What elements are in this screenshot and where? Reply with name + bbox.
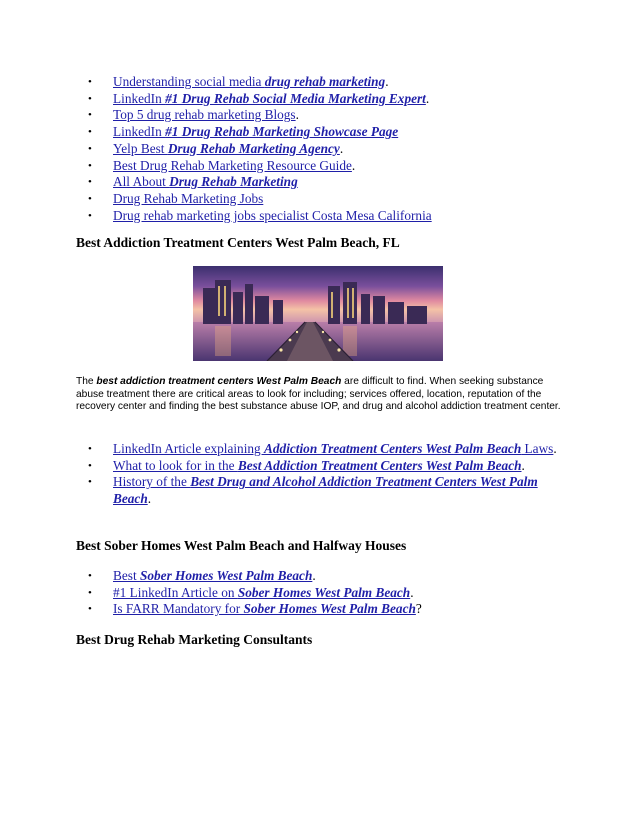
list-item	[88, 585, 578, 602]
list-item	[88, 601, 578, 618]
list-item	[88, 91, 578, 108]
list-item	[88, 124, 578, 141]
list-item	[88, 568, 578, 585]
west-palm-beach-skyline-photo	[193, 266, 443, 361]
punctuation: .	[425, 90, 430, 106]
list-item	[88, 474, 558, 507]
link[interactable]	[113, 191, 263, 206]
link-emphasis: drug rehab marketing	[264, 74, 386, 89]
link[interactable]	[113, 91, 426, 106]
heading-addiction-treatment-centers: Best Addiction Treatment Centers West Palm Beach, FL	[76, 235, 400, 250]
link-text: What to look for in the	[113, 457, 238, 473]
link-emphasis: Sober Homes West Palm Beach	[139, 568, 313, 583]
link-text: Best	[113, 568, 140, 583]
sober-homes-links-list	[88, 568, 578, 618]
bullet-icon: •	[88, 586, 92, 599]
paragraph-intro: The	[76, 376, 97, 387]
link[interactable]	[113, 124, 398, 139]
link[interactable]	[113, 158, 352, 173]
link-text: LinkedIn	[113, 90, 166, 106]
bullet-icon: •	[88, 126, 92, 139]
paragraph-emphasis: best addiction treatment centers West Palm Beach	[96, 376, 342, 387]
list-item	[88, 191, 578, 208]
list-item	[88, 158, 578, 175]
link[interactable]	[113, 601, 416, 616]
bullet-icon: •	[88, 109, 92, 122]
addiction-treatment-paragraph	[76, 376, 566, 414]
link-text: LinkedIn Article explaining	[113, 441, 265, 456]
heading-sober-homes: Best Sober Homes West Palm Beach and Halfway Houses	[76, 538, 407, 553]
link[interactable]	[113, 585, 410, 600]
punctuation: .	[147, 491, 152, 507]
list-item	[88, 141, 578, 158]
heading-marketing-consultants: Best Drug Rehab Marketing Consultants	[76, 632, 313, 647]
link-emphasis: Addiction Treatment Centers West Palm Beach	[264, 441, 522, 456]
punctuation: .	[521, 457, 525, 473]
list-item	[88, 458, 558, 475]
link[interactable]	[113, 474, 538, 506]
link-emphasis: Best Drug and Alcohol Addiction Treatment Centers West Palm Beach	[113, 474, 538, 507]
bullet-icon: •	[88, 570, 92, 582]
link-text: Yelp Best	[113, 140, 168, 156]
bullet-icon: •	[88, 176, 92, 189]
bullet-icon: •	[88, 209, 92, 222]
punctuation: .	[351, 157, 356, 173]
list-item	[88, 174, 578, 191]
link-text: Best Drug Rehab Marketing Resource Guide	[113, 157, 352, 173]
bullet-icon: •	[88, 459, 92, 472]
link[interactable]	[113, 107, 296, 122]
list-item	[88, 107, 578, 124]
link-emphasis: Drug Rehab Marketing	[169, 174, 298, 190]
punctuation: ?	[415, 601, 422, 617]
link[interactable]	[113, 458, 522, 473]
link[interactable]	[113, 208, 432, 223]
link-text: #1 LinkedIn Article on	[113, 584, 238, 600]
link[interactable]	[113, 74, 385, 89]
bullet-icon: •	[88, 76, 92, 88]
list-item	[88, 74, 578, 91]
link-text: Is FARR Mandatory for	[113, 601, 244, 617]
link-emphasis: #1 Drug Rehab Social Media Marketing Expert	[165, 90, 426, 106]
rehab-marketing-links-list	[88, 74, 578, 224]
link[interactable]	[113, 441, 553, 456]
bullet-icon: •	[88, 443, 92, 455]
link[interactable]	[113, 568, 312, 583]
punctuation: .	[339, 140, 344, 156]
link-text: Drug Rehab Marketing Jobs	[113, 190, 264, 206]
link-text: Top 5 drug rehab marketing Blogs	[113, 107, 296, 123]
link-text: History of the	[113, 474, 191, 490]
link-emphasis: #1 Drug Rehab Marketing Showcase Page	[165, 124, 399, 140]
bullet-icon: •	[88, 476, 92, 489]
punctuation: .	[410, 584, 414, 600]
bullet-icon: •	[88, 142, 92, 155]
link-text: Understanding social media	[113, 74, 265, 89]
link[interactable]	[113, 141, 340, 156]
punctuation: .	[385, 74, 389, 89]
bullet-icon: •	[88, 159, 92, 172]
link[interactable]	[113, 174, 298, 189]
link-emphasis: Best Addiction Treatment Centers West Palm Beach	[237, 457, 522, 473]
link-tail: Laws	[521, 441, 554, 456]
list-item	[88, 208, 578, 225]
bullet-icon: •	[88, 192, 92, 205]
paragraph-body: are difficult to find. When seeking substance abuse treatment there are critical areas to look for including; services offered, location, reputation of the recovery center and finding the best substance abuse IOP, and drug and alcohol addiction treatment center.	[76, 376, 561, 413]
link-emphasis: Sober Homes West Palm Beach	[237, 584, 411, 600]
punctuation: .	[295, 107, 299, 123]
punctuation: .	[553, 441, 557, 456]
link-text: Drug rehab marketing jobs specialist Costa Mesa California	[113, 207, 432, 223]
link-text: LinkedIn	[113, 124, 166, 140]
bullet-icon: •	[88, 603, 92, 616]
bullet-icon: •	[88, 92, 92, 105]
punctuation: .	[312, 568, 316, 583]
list-item	[88, 441, 558, 458]
link-text: All About	[113, 174, 170, 190]
link-emphasis: Sober Homes West Palm Beach	[243, 601, 416, 617]
addiction-treatment-links-list	[88, 441, 558, 508]
link-emphasis: Drug Rehab Marketing Agency	[167, 140, 340, 156]
